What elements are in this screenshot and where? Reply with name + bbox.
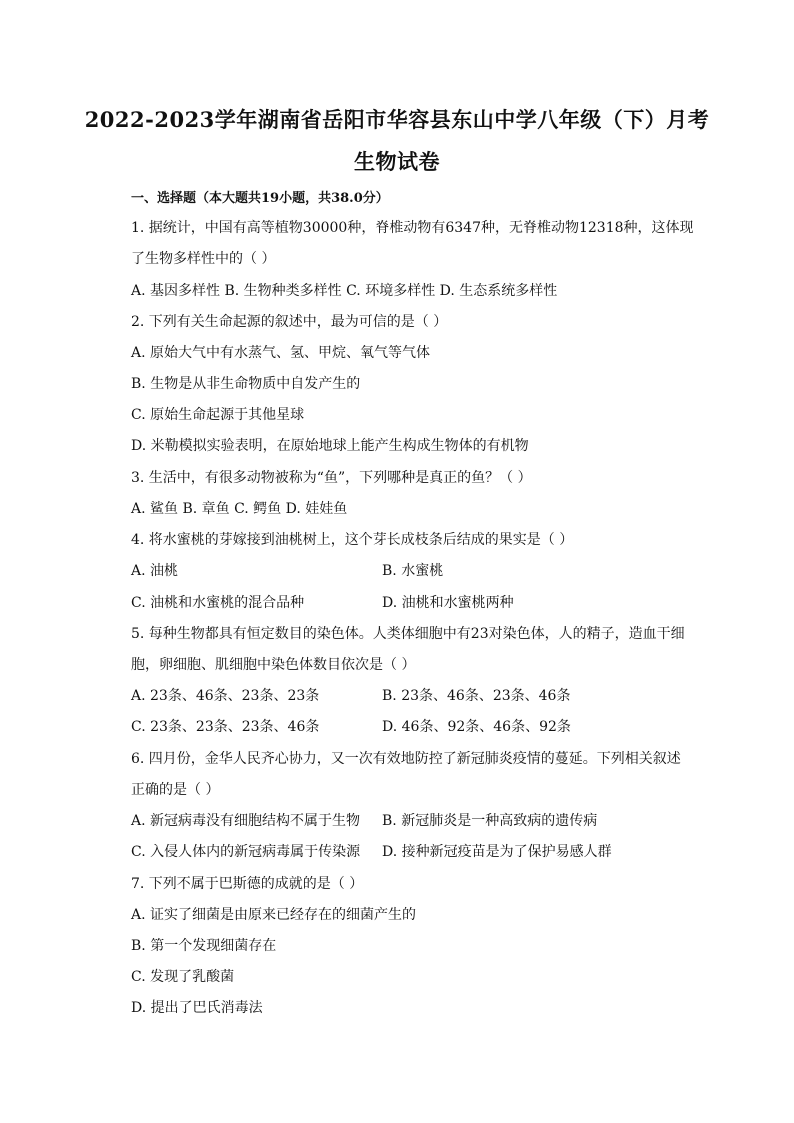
question-5-option-a: A. 23条、46条、23条、23条 (131, 688, 320, 704)
question-4-option-d: D. 油桃和水蜜桃两种 (382, 595, 514, 611)
question-6-option-d: D. 接种新冠疫苗是为了保护易感人群 (382, 844, 612, 860)
exam-title-line2: 生物试卷 (354, 149, 440, 174)
question-7-stem: 7. 下列不属于巴斯德的成就的是（ ） (131, 876, 364, 892)
question-7-option-d: D. 提出了巴氏消毒法 (131, 1000, 263, 1016)
question-4-option-b: B. 水蜜桃 (382, 563, 444, 579)
question-7-option-c: C. 发现了乳酸菌 (131, 969, 235, 985)
question-4-option-a: A. 油桃 (131, 563, 179, 579)
question-7-option-a: A. 证实了细菌是由原来已经存在的细菌产生的 (131, 907, 417, 923)
exam-title-line1: 2022-2023学年湖南省岳阳市华容县东山中学八年级（下）月考 (84, 107, 710, 132)
question-2-option-c: C. 原始生命起源于其他星球 (131, 407, 305, 423)
question-5-option-d: D. 46条、92条、46条、92条 (382, 719, 571, 735)
question-6-option-a: A. 新冠病毒没有细胞结构不属于生物 (131, 813, 361, 829)
question-5-option-c: C. 23条、23条、23条、46条 (131, 719, 320, 735)
question-3-stem: 3. 生活中，有很多动物被称为“鱼”，下列哪种是真正的鱼？（ ） (131, 470, 532, 486)
question-4-stem: 4. 将水蜜桃的芽嫁接到油桃树上，这个芽长成枝条后结成的果实是（ ） (131, 532, 574, 548)
question-5-line-2: 胞，卵细胞、肌细胞中染色体数目依次是（ ） (131, 657, 416, 673)
question-5-option-b: B. 23条、46条、23条、46条 (382, 688, 571, 704)
question-5-line-1: 5. 每种生物都具有恒定数目的染色体。人类体细胞中有23对染色体，人的精子，造血干细 (131, 626, 685, 642)
question-6-option-b: B. 新冠肺炎是一种高致病的遗传病 (382, 813, 598, 829)
question-2-option-b: B. 生物是从非生命物质中自发产生的 (131, 376, 361, 392)
question-3-options: A. 鲨鱼 B. 章鱼 C. 鳄鱼 D. 娃娃鱼 (131, 501, 348, 517)
question-4-option-c: C. 油桃和水蜜桃的混合品种 (131, 595, 305, 611)
question-2-option-d: D. 米勒模拟实验表明，在原始地球上能产生构成生物体的有机物 (131, 438, 529, 454)
question-1-line-2: 了生物多样性中的（ ） (131, 251, 276, 267)
question-6-line-1: 6. 四月份，金华人民齐心协力，又一次有效地防控了新冠肺炎疫情的蔓延。下列相关叙述 (131, 751, 681, 767)
question-2-option-a: A. 原始大气中有水蒸气、氢、甲烷、氧气等气体 (131, 345, 431, 361)
question-1-line-1: 1. 据统计，中国有高等植物30000种，脊椎动物有6347种，无脊椎动物12318种，这体现 (131, 220, 694, 236)
question-7-option-b: B. 第一个发现细菌存在 (131, 938, 277, 954)
question-1-options: A. 基因多样性 B. 生物种类多样性 C. 环境多样性 D. 生态系统多样性 (131, 283, 558, 299)
question-6-line-2: 正确的是（ ） (131, 782, 220, 798)
question-6-option-c: C. 入侵人体内的新冠病毒属于传染源 (131, 844, 361, 860)
question-2-stem: 2. 下列有关生命起源的叙述中，最为可信的是（ ） (131, 314, 448, 330)
section-heading: 一、选择题（本大题共19小题，共38.0分） (131, 191, 389, 206)
